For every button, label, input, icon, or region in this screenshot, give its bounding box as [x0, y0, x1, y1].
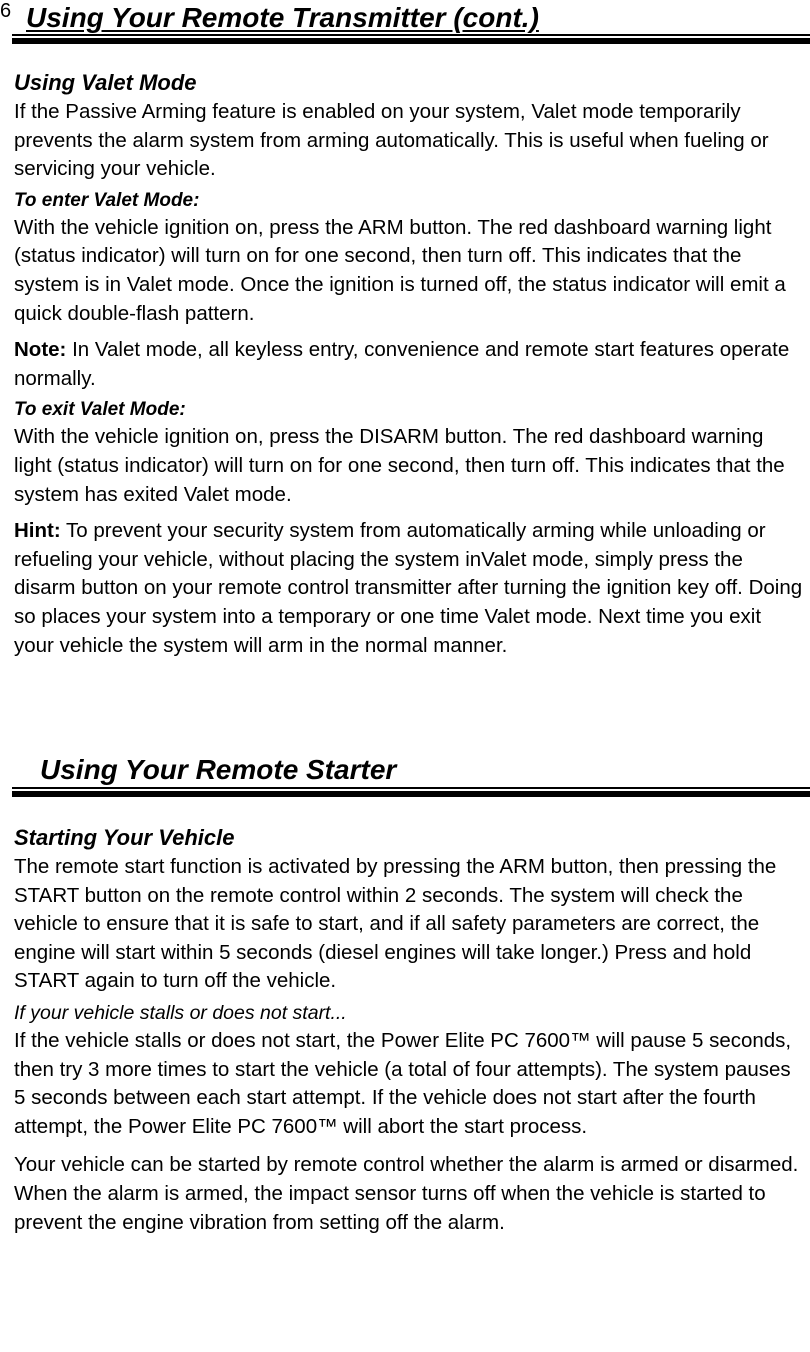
remote-starter-title: Using Your Remote Starter [40, 754, 397, 785]
stall-heading: If your vehicle stalls or does not start... [14, 1001, 347, 1024]
valet-mode-heading: Using Valet Mode [14, 70, 197, 95]
page-title: Using Your Remote Transmitter (cont.) [26, 2, 539, 33]
armed-start-paragraph: Your vehicle can be started by remote control whether the alarm is armed or disarmed. When the alarm is armed, the impact sensor turns off when the vehicle is started to prevent the engine vibration from setting off the alarm. [14, 1153, 799, 1234]
remote-starter-section [14, 823, 804, 1237]
hint-paragraph [14, 517, 804, 660]
exit-valet-heading: To exit Valet Mode: [14, 399, 186, 421]
note-paragraph [14, 336, 804, 393]
stall-paragraph: If the vehicle stalls or does not start, the Power Elite PC 7600™ will pause 5 seconds, then try 3 more times to start the vehicle (a total of four attempts). The system pauses 5 seconds between each start attempt. If the vehicle does not start after the fourth attempt, the Power Elite PC 7600™ will abort the start process. [14, 1028, 792, 1138]
valet-intro-paragraph: If the Passive Arming feature is enabled on your system, Valet mode temporarily prevents the alarm system from arming automatically. This is useful when fueling or servicing your vehicle. [14, 100, 769, 181]
hint-label: Hint: [14, 519, 61, 543]
exit-valet-paragraph: With the vehicle ignition on, press the DISARM button. The red dashboard warning light (status indicator) will turn on for one second, then turn off. This indicates that the system has exited Valet mode. [14, 425, 785, 506]
note-text: In Valet mode, all keyless entry, convenience and remote start features operate normally. [14, 338, 790, 390]
note-label: Note: [14, 338, 67, 362]
valet-mode-section [14, 68, 804, 660]
page-number: 6 [0, 0, 12, 22]
starting-vehicle-paragraph: The remote start function is activated by pressing the ARM button, then pressing the START button on the remote control within 2 seconds. The system will check the vehicle to ensure that it is safe to start, and if all safety parameters are correct, the engine will start within 5 seconds (diesel engines will take longer.) Press and hold START again to turn off the vehicle. [14, 855, 777, 993]
enter-valet-heading: To enter Valet Mode: [14, 189, 200, 211]
title-rule [12, 34, 810, 44]
hint-text: To prevent your security system from automatically arming while unloading or refueling your vehicle, without placing the system inValet mode, simply press the disarm button on your remote control transmitter after turning the ignition key off. Doing so places your system into a temporary or one time Valet mode. Next time you exit your vehicle the system will arm in the normal manner. [14, 519, 803, 657]
starter-title-rule [12, 787, 810, 797]
starting-vehicle-heading: Starting Your Vehicle [14, 825, 235, 850]
enter-valet-paragraph: With the vehicle ignition on, press the ARM button. The red dashboard warning light (status indicator) will turn on for one second, then turn off. This indicates that the system is in Valet mode. Once the ignition is turned off, the status indicator will emit a quick double-flash pattern. [14, 215, 786, 325]
